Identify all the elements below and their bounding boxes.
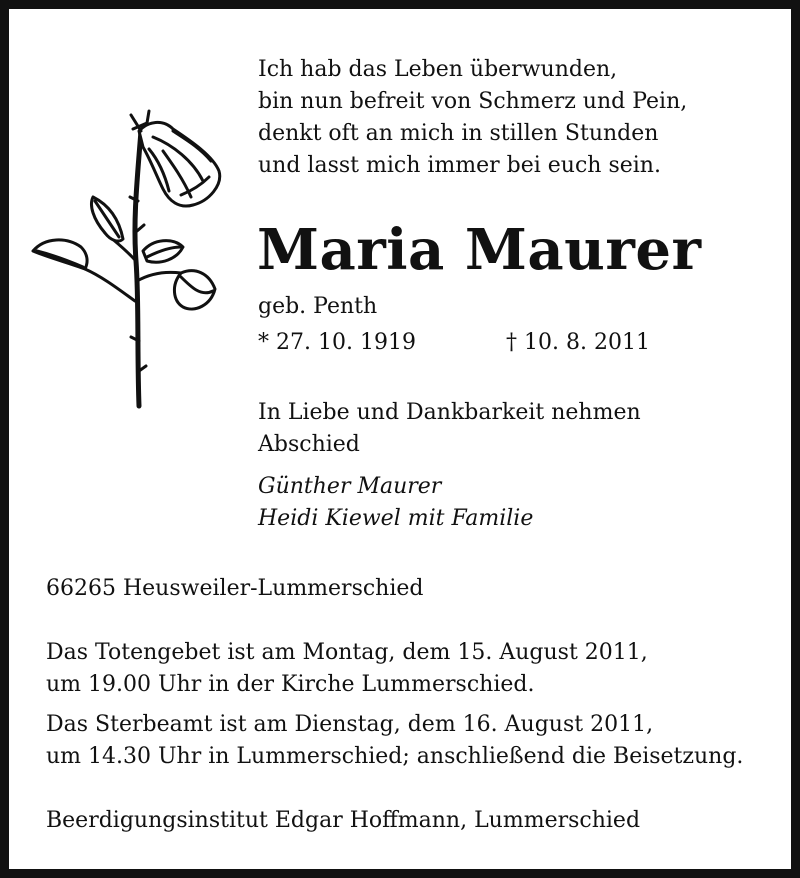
poem-line: Ich hab das Leben überwunden, [258,57,618,82]
service-line: Das Totengebet ist am Montag, dem 15. August 2011, [46,640,648,665]
service-line: um 14.30 Uhr in Lummerschied; anschließend die Beisetzung. [46,744,744,769]
prayer-service [46,637,648,701]
farewell-line: Abschied [258,432,360,457]
poem-line: und lasst mich immer bei euch sein. [258,153,661,178]
funeral-mass [46,709,743,773]
deceased-name: Maria Maurer [257,217,702,283]
service-line: Das Sterbeamt ist am Dienstag, dem 16. August 2011, [46,712,654,737]
undertaker: Beerdigungsinstitut Edgar Hoffmann, Lummerschied [46,808,641,833]
maiden-name: geb. Penth [258,294,378,319]
birth-date: * 27. 10. 1919 [258,330,416,355]
farewell-text [258,397,641,461]
place: 66265 Heusweiler-Lummerschied [46,576,424,601]
rose-icon [23,101,223,411]
poem [258,54,687,182]
mourners [258,471,533,535]
mourner: Günther Maurer [258,474,442,499]
service-line: um 19.00 Uhr in der Kirche Lummerschied. [46,672,535,697]
poem-line: denkt oft an mich in stillen Stunden [258,121,659,146]
poem-line: bin nun befreit von Schmerz und Pein, [258,89,688,114]
life-dates [258,327,650,359]
farewell-line: In Liebe und Dankbarkeit nehmen [258,400,641,425]
death-date: † 10. 8. 2011 [506,330,650,355]
mourner: Heidi Kiewel mit Familie [258,506,534,531]
